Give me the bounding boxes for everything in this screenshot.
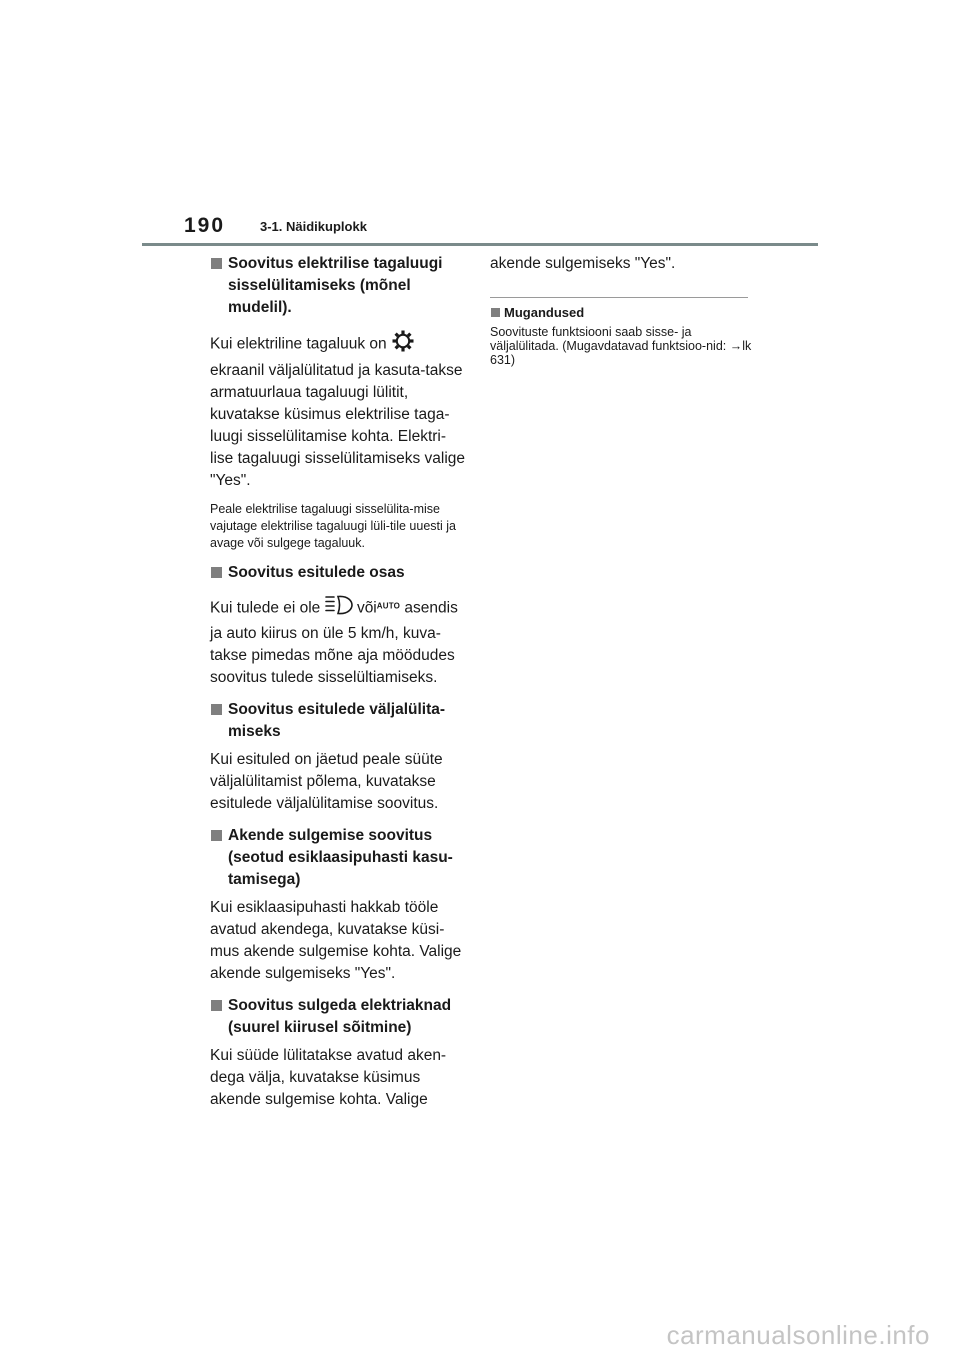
heading-square-icon [211, 830, 222, 841]
heading-windows-speed: Soovitus sulgeda elektriaknad (suurel kiirusel sõitmine) [210, 995, 468, 1039]
header-rule [142, 243, 818, 246]
heading-customization: Mugandused [490, 305, 752, 321]
page-number: 190 [184, 214, 226, 237]
paragraph-windows-wiper: Kui esiklaasipuhasti hakkab tööle avatud akendega, kuvatakse küsi-mus akende sulgemise kohta. Valige akende sulgemiseks "Yes". [210, 899, 462, 982]
heading-windows-wiper: Akende sulgemise soovitus (seotud esiklaasipuhasti kasu-tamisega) [210, 825, 468, 891]
section-title: 3-1. Näidikuplokk [260, 219, 367, 234]
left-column [210, 253, 468, 1111]
heading-square-icon [491, 308, 500, 317]
heading-square-icon [211, 567, 222, 578]
gear-icon [391, 329, 415, 360]
auto-icon: AUTO [376, 601, 401, 611]
heading-power-tailgate: Soovitus elektrilise tagaluugi sisselülitamiseks (mõnel mudelil). [210, 253, 468, 319]
heading-square-icon [211, 704, 222, 715]
heading-square-icon [211, 258, 222, 269]
section-rule [490, 297, 748, 298]
watermark: carmanualsonline.info [666, 1320, 930, 1350]
page-header [0, 0, 960, 250]
note-customization: Soovituste funktsiooni saab sisse- ja väljalülitada. (Mugavdatavad funktsioo-nid: →lk 631) [490, 325, 752, 367]
headlight-icon [325, 594, 353, 623]
right-column [490, 253, 752, 380]
heading-headlights-off: Soovitus esitulede väljalülita-miseks [210, 699, 468, 743]
paragraph-power-tailgate: Kui elektriline tagaluuk on ekraanil väljalülitatud ja kasuta-takse armatuurlaua tagaluugi lülitit, kuvatakse küsimus elektrilise taga-luugi sisselülitamise kohta. Elektri-lise tagaluugi sisselülitamiseks valige "Yes". [210, 329, 468, 492]
heading-headlights: Soovitus esitulede osas [210, 562, 468, 584]
paragraph-headlights: Kui tulede ei ole või$^{AUTO}$ asendis ja auto kiirus on üle 5 km/h, kuva-takse pimedas mõne aja möödudes soovitus tulede sisselültiamiseks. [210, 594, 468, 689]
paragraph-windows-speed: Kui süüde lülitatakse avatud aken-dega välja, kuvatakse küsimus akende sulgemise kohta. Valige [210, 1047, 447, 1108]
paragraph-continued: akende sulgemiseks "Yes". [490, 255, 676, 272]
paragraph-headlights-off: Kui esituled on jäetud peale süüte väljalülitamist põlema, kuvatakse esitulede väljalülitamise soovitus. [210, 751, 443, 812]
heading-square-icon [211, 1000, 222, 1011]
note-power-tailgate: Peale elektrilise tagaluugi sisselülita-mise vajutage elektrilise tagaluugi lüli-tile uuesti ja avage või sulgege tagaluuk. [210, 502, 456, 550]
